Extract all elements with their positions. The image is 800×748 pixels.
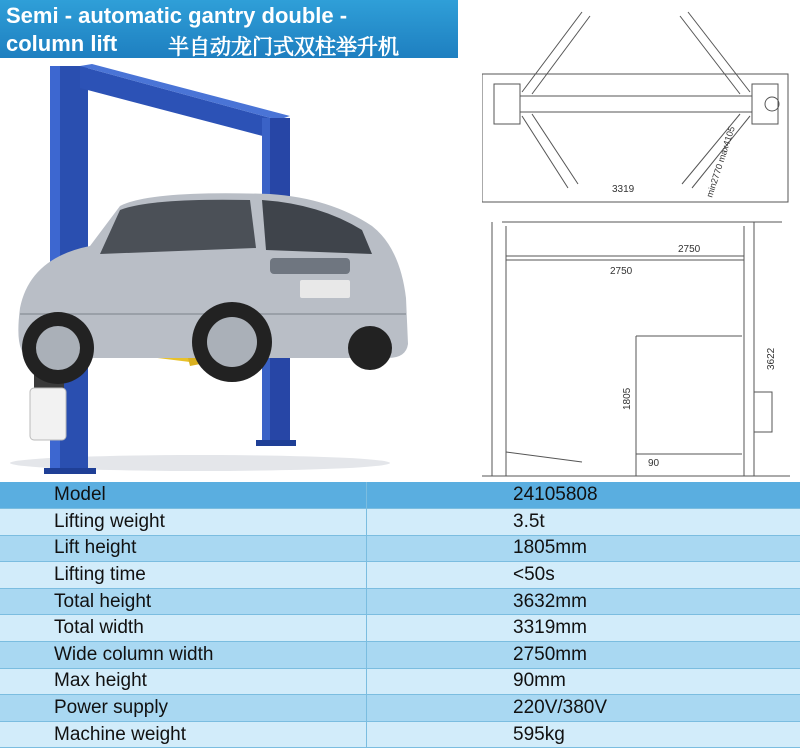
spec-label: Lifting weight xyxy=(0,509,367,536)
table-row xyxy=(0,535,800,562)
table-row xyxy=(0,588,800,615)
table-row xyxy=(0,668,800,695)
table-row xyxy=(0,482,800,509)
title-banner xyxy=(0,0,458,58)
top-view-drawing xyxy=(482,8,792,204)
spec-value: 220V/380V xyxy=(367,695,800,722)
spec-label: Model xyxy=(0,482,367,509)
spec-label: Wide column width xyxy=(0,642,367,669)
spec-label: Lift height xyxy=(0,535,367,562)
spec-label: Lifting time xyxy=(0,562,367,589)
top-diagonal-label: min2770 max4105 xyxy=(704,125,737,199)
table-row xyxy=(0,721,800,748)
table-row xyxy=(0,509,800,536)
spec-value: 595kg xyxy=(367,721,800,748)
spec-value: 90mm xyxy=(367,668,800,695)
spec-label: Max height xyxy=(0,668,367,695)
spec-value: 3.5t xyxy=(367,509,800,536)
side-min-height-label: 90 xyxy=(648,458,660,469)
spec-value: <50s xyxy=(367,562,800,589)
table-row xyxy=(0,615,800,642)
side-lift-height-label: 1805 xyxy=(622,387,633,410)
table-row xyxy=(0,562,800,589)
title-line-2: column lift xyxy=(6,31,118,56)
spec-label: Power supply xyxy=(0,695,367,722)
spec-value: 2750mm xyxy=(367,642,800,669)
lift-photo xyxy=(0,58,462,482)
spec-table xyxy=(0,482,800,748)
side-inner-width-label: 2750 xyxy=(678,244,701,255)
title-line-1: Semi - automatic gantry double - xyxy=(6,3,348,28)
top-width-label: 3319 xyxy=(612,184,635,195)
spec-label: Total width xyxy=(0,615,367,642)
title-chinese: 半自动龙门式双柱举升机 xyxy=(168,35,399,59)
side-outer-width-label: 2750 xyxy=(610,266,633,277)
spec-label: Machine weight xyxy=(0,721,367,748)
side-view-drawing xyxy=(482,214,792,482)
spec-label: Total height xyxy=(0,588,367,615)
side-height-label: 3622 xyxy=(766,347,777,370)
table-row xyxy=(0,642,800,669)
spec-value: 1805mm xyxy=(367,535,800,562)
spec-value: 3319mm xyxy=(367,615,800,642)
table-row xyxy=(0,695,800,722)
spec-value: 3632mm xyxy=(367,588,800,615)
spec-value: 24105808 xyxy=(367,482,800,509)
